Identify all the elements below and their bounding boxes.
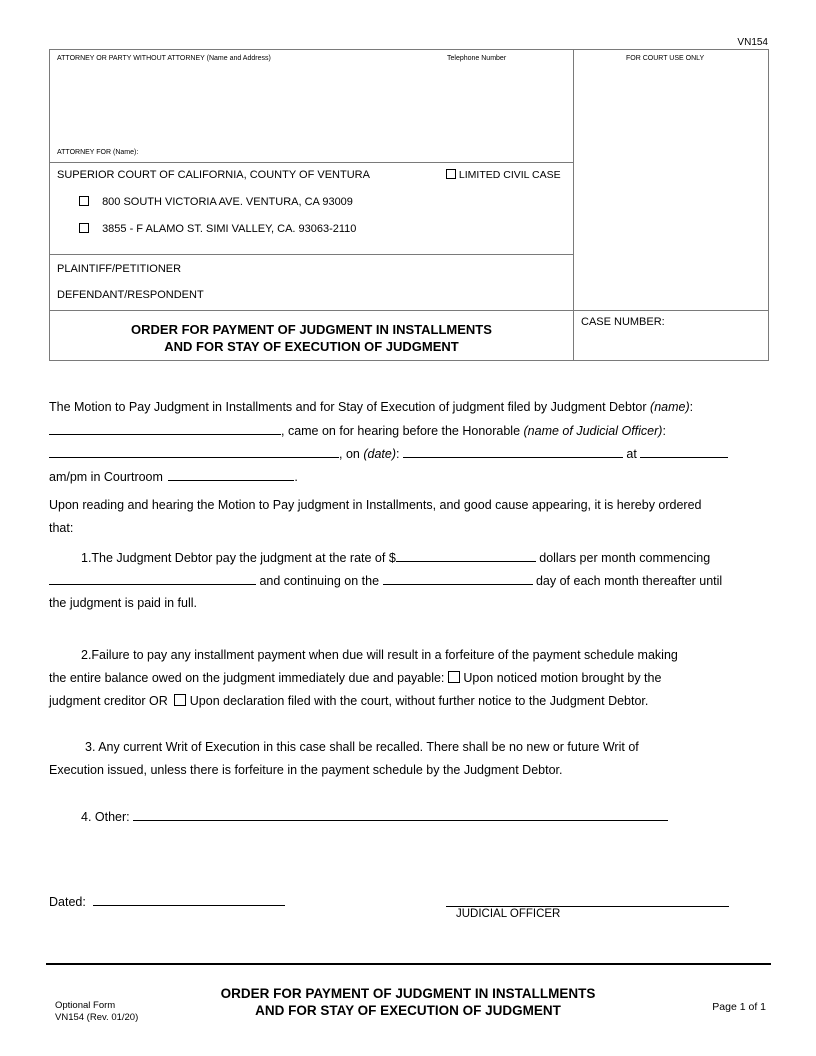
day-of-month-blank[interactable] (383, 572, 533, 585)
limited-civil-case-checkbox[interactable] (446, 169, 456, 179)
order-line-2: that: (49, 521, 74, 535)
courtroom-blank[interactable] (168, 468, 294, 481)
commencing-date-blank[interactable] (49, 572, 256, 585)
page-number: Page 1 of 1 (712, 1001, 766, 1013)
item2-line-2 (49, 670, 769, 686)
court-name: SUPERIOR COURT OF CALIFORNIA, COUNTY OF VENTURA (57, 169, 370, 181)
intro-line-3 (49, 445, 769, 462)
telephone-label: Telephone Number (447, 55, 507, 62)
intro-text: . (294, 470, 298, 484)
intro-text: : (662, 424, 666, 438)
defendant-label: DEFENDANT/RESPONDENT (57, 289, 204, 301)
item1-text: 1.The Judgment Debtor pay the judgment at the rate of $ (81, 551, 396, 565)
intro-italic: (name of Judicial Officer) (523, 424, 663, 438)
debtor-name-blank[interactable] (49, 422, 281, 435)
hearing-time-blank[interactable] (640, 445, 728, 458)
caption-title-line-1: ORDER FOR PAYMENT OF JUDGMENT IN INSTALLMENTS (131, 322, 492, 337)
item2-line-1: 2.Failure to pay any installment payment when due will result in a forfeiture of the payment schedule making (81, 648, 678, 662)
item2-text: Upon noticed motion brought by the (463, 671, 662, 685)
other-blank[interactable] (133, 808, 668, 821)
item1-line-2 (49, 572, 769, 589)
order-line-1: Upon reading and hearing the Motion to Pay judgment in Installments, and good cause appearing, it is hereby ordered (49, 498, 702, 512)
intro-line-1 (49, 399, 769, 415)
item4-label: 4. Other: (81, 810, 130, 824)
intro-text: : (689, 400, 694, 414)
declaration-checkbox[interactable] (174, 694, 186, 706)
item1-text: and continuing on the (256, 574, 383, 588)
footer-rule (46, 963, 771, 965)
attorney-for-label: ATTORNEY FOR (Name): (57, 149, 139, 156)
divider (50, 162, 573, 163)
case-number-label: CASE NUMBER: (581, 316, 665, 328)
rate-blank[interactable] (396, 549, 536, 562)
intro-text: , came on for hearing before the Honorable (281, 424, 524, 438)
dated-blank[interactable] (93, 893, 285, 906)
attorney-label: ATTORNEY OR PARTY WITHOUT ATTORNEY (Name and Address) (57, 55, 271, 62)
footer-title-line-1: ORDER FOR PAYMENT OF JUDGMENT IN INSTALLMENTS (220, 986, 596, 1001)
dated-line (49, 893, 769, 910)
item3-line-1: 3. Any current Writ of Execution in this case shall be recalled. There shall be no new or future Writ of (85, 740, 639, 754)
item3-line-2: Execution issued, unless there is forfeiture in the payment schedule by the Judgment Debtor. (49, 763, 563, 777)
address-1-label: 800 SOUTH VICTORIA AVE. VENTURA, CA 93009 (102, 196, 353, 208)
limited-civil-case-label: LIMITED CIVIL CASE (458, 169, 561, 181)
item1-text: day of each month thereafter until (532, 574, 723, 588)
item2-line-3 (49, 693, 769, 709)
intro-text: at (622, 447, 641, 461)
intro-line-2 (49, 422, 769, 439)
footer-title-line-2: AND FOR STAY OF EXECUTION OF JUDGMENT (255, 1003, 561, 1018)
optional-form-label: Optional Form (55, 1000, 116, 1011)
item1-line-1 (81, 549, 801, 566)
intro-text: , on (339, 447, 364, 461)
intro-italic: (date) (363, 447, 396, 461)
caption-divider (573, 50, 574, 360)
item4-line (81, 808, 801, 825)
item1-text: dollars per month commencing (535, 551, 711, 565)
divider (50, 310, 768, 311)
caption-title (50, 321, 573, 355)
plaintiff-label: PLAINTIFF/PETITIONER (57, 263, 182, 275)
intro-text: The Motion to Pay Judgment in Installments and for Stay of Execution of judgment filed by Judgment Debtor (49, 400, 651, 414)
intro-line-4 (49, 468, 769, 485)
dated-label: Dated: (49, 895, 86, 909)
noticed-motion-checkbox[interactable] (448, 671, 460, 683)
court-use-label: FOR COURT USE ONLY (626, 55, 705, 62)
footer-left (55, 1000, 138, 1024)
caption-title-line-2: AND FOR STAY OF EXECUTION OF JUDGMENT (164, 339, 459, 354)
revision-label: VN154 (Rev. 01/20) (55, 1012, 139, 1023)
limited-civil-case[interactable] (446, 169, 561, 181)
intro-italic: (name) (650, 400, 690, 414)
judicial-officer-label: JUDICIAL OFFICER (456, 908, 561, 920)
item2-text: judgment creditor OR (49, 694, 168, 708)
address-2-label: 3855 - F ALAMO ST. SIMI VALLEY, CA. 93063-2110 (102, 223, 357, 235)
address-1-checkbox[interactable] (79, 196, 89, 206)
address-option-1[interactable] (79, 196, 353, 208)
intro-text: : (395, 447, 400, 461)
address-option-2[interactable] (79, 223, 356, 235)
caption-box (49, 49, 769, 361)
hearing-date-blank[interactable] (403, 445, 623, 458)
address-2-checkbox[interactable] (79, 223, 89, 233)
item1-line-3: the judgment is paid in full. (49, 596, 198, 610)
footer-title (168, 985, 648, 1019)
item2-text: the entire balance owed on the judgment immediately due and payable: (49, 671, 445, 685)
item2-text: Upon declaration filed with the court, without further notice to the Judgment Debtor. (189, 694, 649, 708)
judicial-officer-blank[interactable] (49, 445, 339, 458)
form-code: VN154 (737, 37, 768, 48)
intro-text: am/pm in Courtroom (49, 470, 163, 484)
judicial-officer-signature-line[interactable] (446, 906, 729, 907)
divider (50, 254, 573, 255)
